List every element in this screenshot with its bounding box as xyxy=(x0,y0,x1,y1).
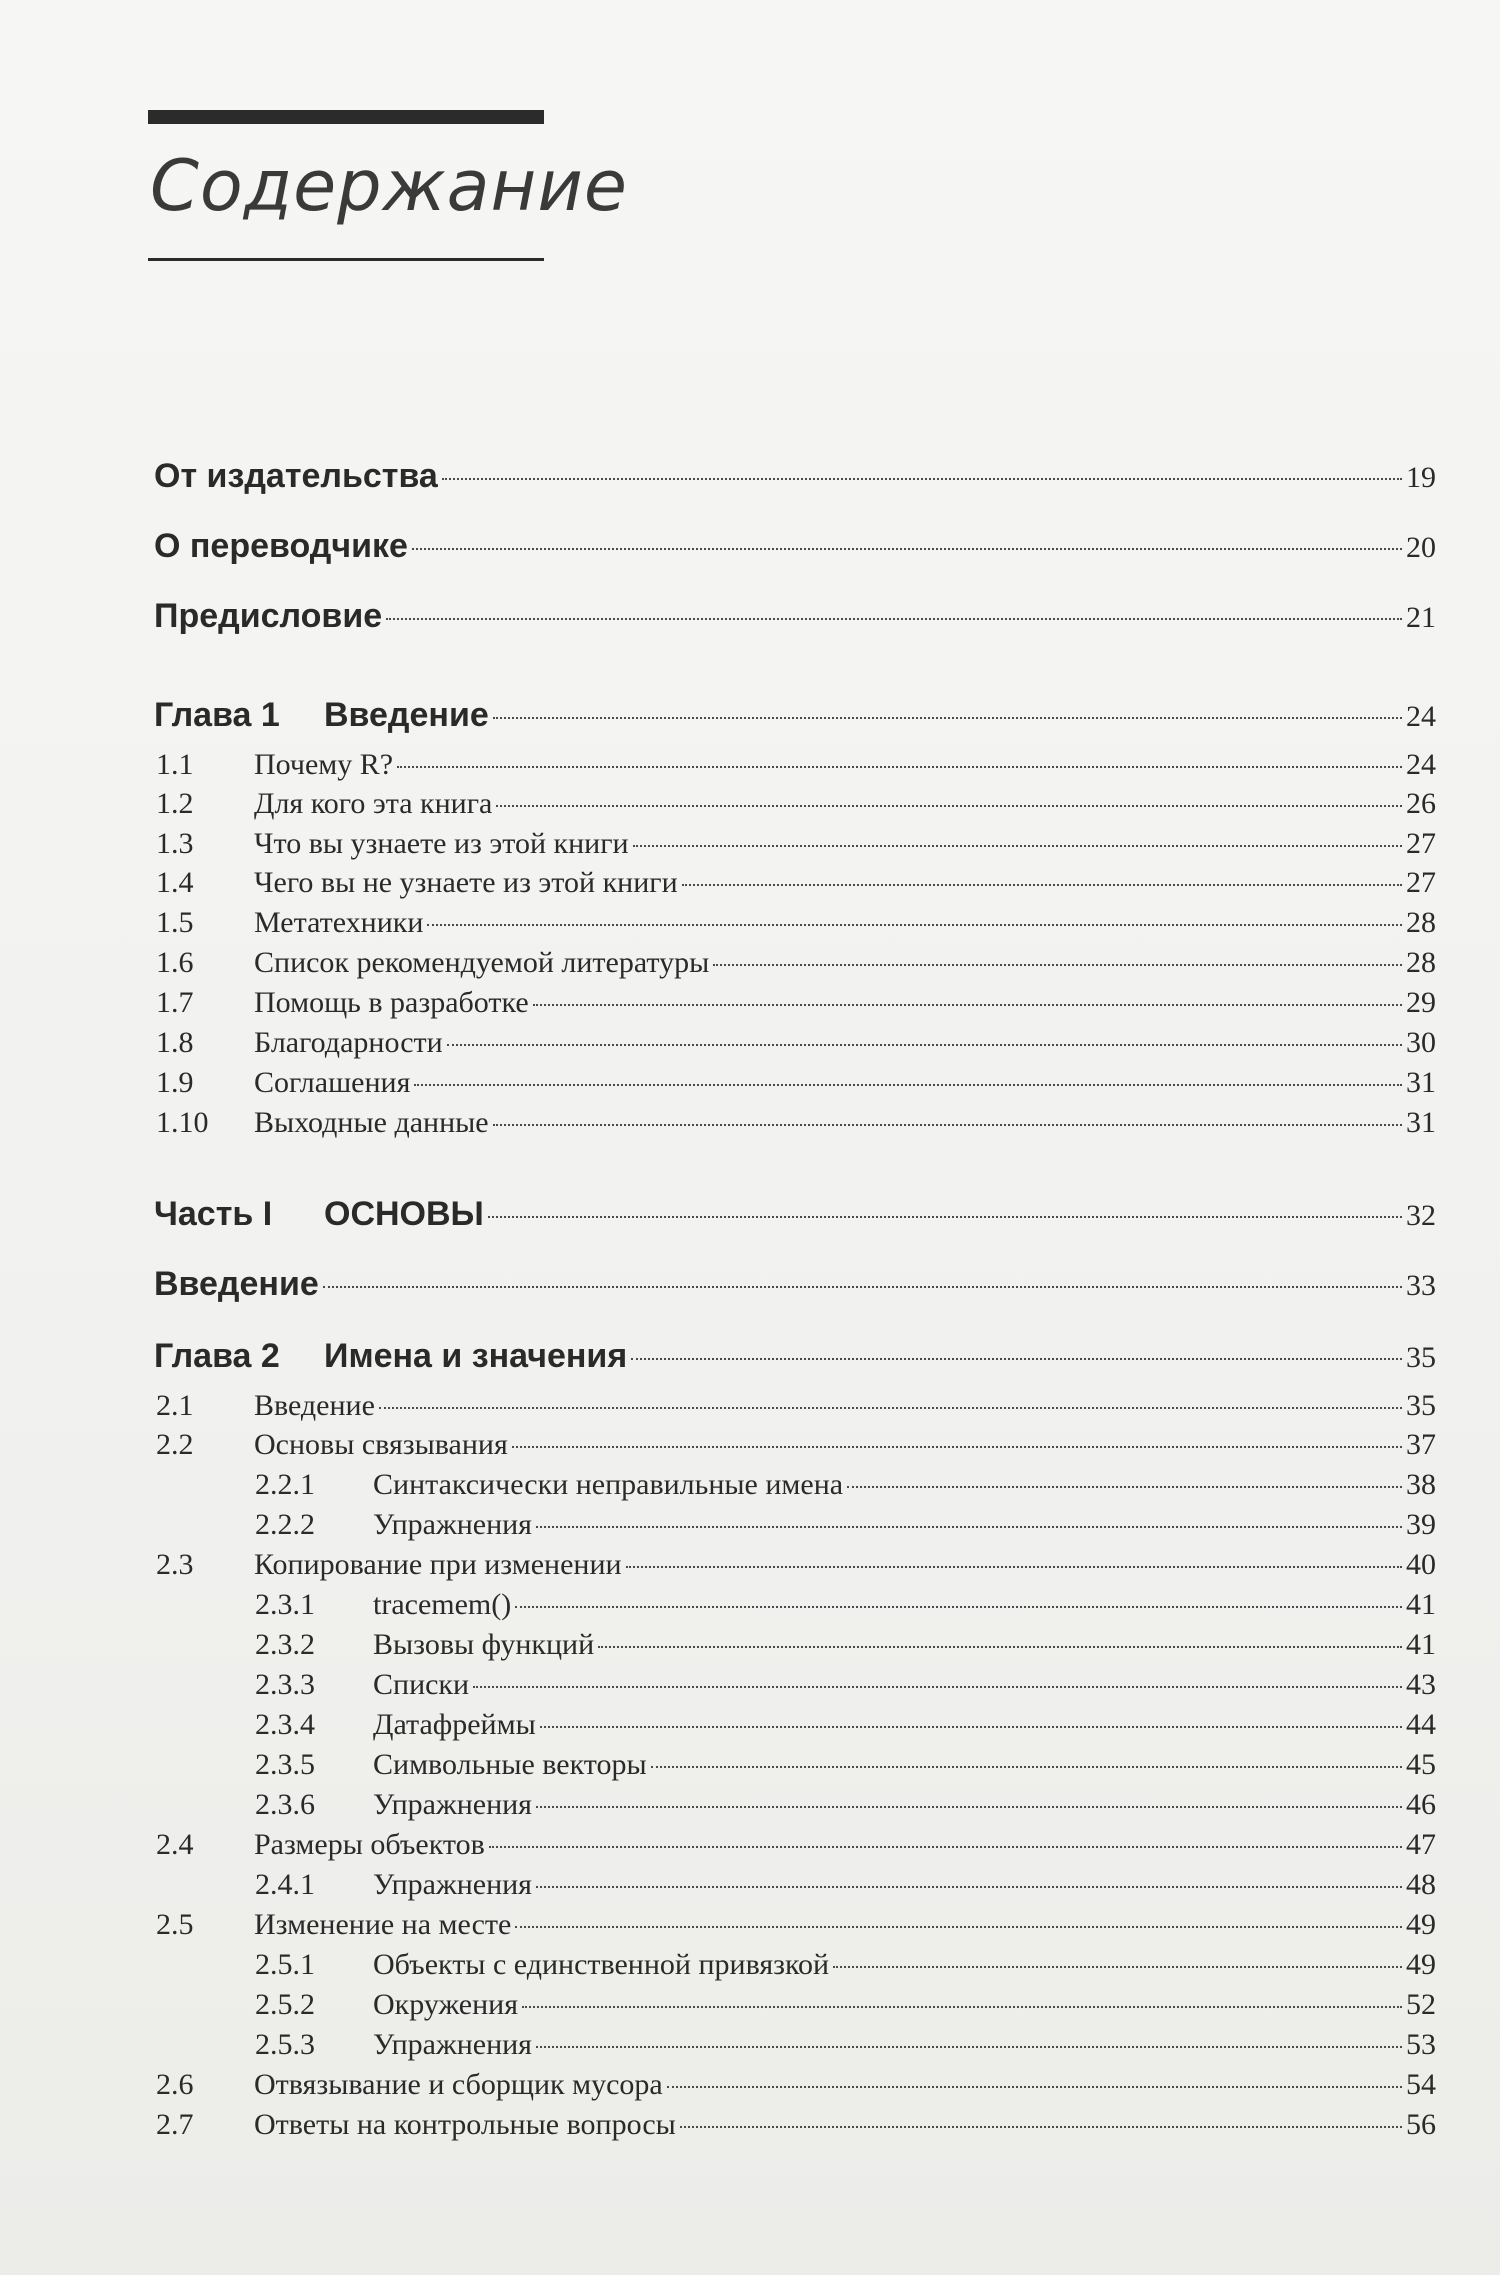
toc-entry-title: Благодарности xyxy=(254,1026,443,1059)
dot-leader xyxy=(493,717,1402,719)
toc-entry-title: Отвязывание и сборщик мусора xyxy=(254,2068,663,2101)
toc-entry-number: 2.3.3 xyxy=(255,1668,315,1701)
toc-entry-page-number: 28 xyxy=(1406,906,1436,939)
toc-entry xyxy=(255,1468,1436,1502)
toc-entry-page-number: 27 xyxy=(1406,827,1436,860)
toc-entry xyxy=(156,906,1436,940)
dot-leader xyxy=(414,1084,1402,1086)
toc-entry-number: 2.7 xyxy=(156,2108,194,2141)
toc-entry-title: Имена и значения xyxy=(324,1337,628,1375)
toc-entry-page-number: 40 xyxy=(1406,1548,1436,1581)
toc-entry-title: Упражнения xyxy=(373,1868,532,1901)
toc-entry-number: 2.2.1 xyxy=(255,1468,315,1501)
toc-entry-number: 2.4 xyxy=(156,1828,194,1861)
toc-entry-title: Окружения xyxy=(373,1988,519,2021)
dot-leader xyxy=(493,1124,1402,1126)
toc-entry-title: Выходные данные xyxy=(254,1106,489,1139)
toc-entry-number: 2.3.5 xyxy=(255,1748,315,1781)
toc-entry xyxy=(156,748,1436,782)
dot-leader xyxy=(631,1358,1402,1360)
dot-leader xyxy=(833,1966,1402,1968)
toc-entry xyxy=(154,597,1436,636)
toc-entry-number: 2.5.3 xyxy=(255,2028,315,2061)
toc-entry-page-number: 32 xyxy=(1406,1199,1436,1232)
toc-entry-title: Для кого эта книга xyxy=(254,787,493,820)
toc-entry-number: 1.7 xyxy=(156,986,194,1019)
toc-entry-page-number: 49 xyxy=(1406,1948,1436,1981)
toc-entry-page-number: 49 xyxy=(1406,1908,1436,1941)
toc-entry-title: tracemem() xyxy=(373,1588,512,1621)
toc-entry xyxy=(255,1508,1436,1542)
dot-leader xyxy=(667,2086,1402,2088)
toc-entry-page-number: 44 xyxy=(1406,1708,1436,1741)
toc-entry xyxy=(154,1337,1436,1376)
toc-entry-title: Упражнения xyxy=(373,1788,532,1821)
dot-leader xyxy=(515,1606,1402,1608)
toc-entry xyxy=(156,2108,1436,2142)
toc-entry-title: ОСНОВЫ xyxy=(324,1195,484,1233)
toc-entry xyxy=(255,1748,1436,1782)
toc-entry-page-number: 45 xyxy=(1406,1748,1436,1781)
toc-entry xyxy=(156,1908,1436,1942)
toc-entry-title: Датафреймы xyxy=(373,1708,536,1741)
toc-entry-number: Глава 1 xyxy=(154,696,280,734)
toc-entry-number: Часть I xyxy=(154,1195,273,1233)
toc-entry-title: Введение xyxy=(154,1265,319,1303)
dot-leader xyxy=(536,1886,1402,1888)
toc-entry-page-number: 47 xyxy=(1406,1828,1436,1861)
toc-entry-title: Упражнения xyxy=(373,1508,532,1541)
toc-entry xyxy=(255,1988,1436,2022)
dot-leader xyxy=(386,618,1402,620)
dot-leader xyxy=(680,2126,1402,2128)
toc-entry-number: 2.5.1 xyxy=(255,1948,315,1981)
toc-entry-title: От издательства xyxy=(154,457,438,495)
toc-entry xyxy=(154,1265,1436,1304)
toc-entry-page-number: 28 xyxy=(1406,946,1436,979)
dot-leader xyxy=(626,1566,1402,1568)
toc-entry-title: Предисловие xyxy=(154,597,383,635)
toc-entry-page-number: 43 xyxy=(1406,1668,1436,1701)
dot-leader xyxy=(536,1806,1402,1808)
toc-entry xyxy=(156,866,1436,900)
dot-leader xyxy=(427,924,1402,926)
toc-entry xyxy=(156,1428,1436,1462)
toc-entry xyxy=(156,1066,1436,1100)
toc-entry xyxy=(255,1588,1436,1622)
toc-entry-title: Список рекомендуемой литературы xyxy=(254,946,710,979)
toc-entry-title: Копирование при изменении xyxy=(254,1548,622,1581)
dot-leader xyxy=(489,1846,1402,1848)
toc-entry-page-number: 54 xyxy=(1406,2068,1436,2101)
dot-leader xyxy=(442,478,1402,480)
toc-entry-page-number: 39 xyxy=(1406,1508,1436,1541)
toc-entry-number: 1.2 xyxy=(156,787,194,820)
toc-entry xyxy=(255,1628,1436,1662)
toc-entry-number: 1.10 xyxy=(156,1106,209,1139)
toc-entry-page-number: 27 xyxy=(1406,866,1436,899)
toc-entry-number: 2.6 xyxy=(156,2068,194,2101)
toc-entry-number: 1.4 xyxy=(156,866,194,899)
toc-entry-number: 1.1 xyxy=(156,748,194,781)
page-title: Содержание xyxy=(150,145,628,227)
toc-entry-page-number: 24 xyxy=(1406,748,1436,781)
toc-entry xyxy=(255,1708,1436,1742)
toc-entry-page-number: 26 xyxy=(1406,787,1436,820)
toc-entry xyxy=(156,827,1436,861)
dot-leader xyxy=(713,964,1402,966)
toc-entry-title: Помощь в разработке xyxy=(254,986,529,1019)
toc-entry-number: 2.2 xyxy=(156,1428,194,1461)
toc-entry-page-number: 21 xyxy=(1406,601,1436,634)
dot-leader xyxy=(847,1486,1402,1488)
toc-entry xyxy=(154,696,1436,735)
toc-entry-page-number: 37 xyxy=(1406,1428,1436,1461)
toc-entry-page-number: 30 xyxy=(1406,1026,1436,1059)
toc-entry xyxy=(255,1788,1436,1822)
toc-entry xyxy=(255,1668,1436,1702)
toc-entry xyxy=(156,1106,1436,1140)
toc-entry-page-number: 19 xyxy=(1406,461,1436,494)
dot-leader xyxy=(540,1726,1402,1728)
toc-entry-page-number: 29 xyxy=(1406,986,1436,1019)
dot-leader xyxy=(379,1407,1402,1409)
toc-entry-page-number: 20 xyxy=(1406,531,1436,564)
toc-entry-title: Метатехники xyxy=(254,906,424,939)
toc-entry-number: 2.3.2 xyxy=(255,1628,315,1661)
toc-entry-title: Чего вы не узнаете из этой книги xyxy=(254,866,678,899)
dot-leader xyxy=(515,1926,1402,1928)
toc-entry-page-number: 38 xyxy=(1406,1468,1436,1501)
toc-entry-page-number: 31 xyxy=(1406,1106,1436,1139)
toc-entry-page-number: 24 xyxy=(1406,700,1436,733)
toc-entry xyxy=(255,1948,1436,1982)
toc-entry-page-number: 52 xyxy=(1406,1988,1436,2021)
toc-entry-number: 2.5 xyxy=(156,1908,194,1941)
toc-entry-page-number: 41 xyxy=(1406,1628,1436,1661)
dot-leader xyxy=(651,1766,1402,1768)
toc-entry-title: О переводчике xyxy=(154,527,408,565)
toc-entry-page-number: 46 xyxy=(1406,1788,1436,1821)
toc-entry-page-number: 33 xyxy=(1406,1269,1436,1302)
dot-leader xyxy=(496,805,1402,807)
dot-leader xyxy=(323,1286,1402,1288)
dot-leader xyxy=(598,1646,1402,1648)
toc-entry-number: 2.1 xyxy=(156,1389,194,1422)
toc-entry-page-number: 53 xyxy=(1406,2028,1436,2061)
toc-entry xyxy=(255,1868,1436,1902)
toc-entry-title: Объекты с единственной привязкой xyxy=(373,1948,830,1981)
toc-entry xyxy=(156,1026,1436,1060)
toc-entry-title: Символьные векторы xyxy=(373,1748,647,1781)
toc-entry-title: Что вы узнаете из этой книги xyxy=(254,827,629,860)
toc-entry-title: Вызовы функций xyxy=(373,1628,595,1661)
dot-leader xyxy=(397,766,1402,768)
toc-entry xyxy=(156,2068,1436,2102)
dot-leader xyxy=(447,1044,1402,1046)
toc-entry-title: Размеры объектов xyxy=(254,1828,485,1861)
toc-entry xyxy=(255,2028,1436,2062)
toc-entry-number: 2.3.1 xyxy=(255,1588,315,1621)
toc-entry-number: 2.3 xyxy=(156,1548,194,1581)
toc-entry-title: Введение xyxy=(324,696,489,734)
toc-entry-title: Ответы на контрольные вопросы xyxy=(254,2108,676,2141)
toc-entry-number: 1.9 xyxy=(156,1066,194,1099)
toc-entry-number: 2.3.6 xyxy=(255,1788,315,1821)
toc-entry-number: 1.6 xyxy=(156,946,194,979)
dot-leader xyxy=(473,1686,1402,1688)
dot-leader xyxy=(512,1446,1402,1448)
toc-entry-title: Упражнения xyxy=(373,2028,532,2061)
toc-entry-number: 2.3.4 xyxy=(255,1708,315,1741)
toc-entry-number: Глава 2 xyxy=(154,1337,280,1375)
toc-entry-title: Почему R? xyxy=(254,748,394,781)
dot-leader xyxy=(412,548,1402,550)
toc-entry-number: 2.4.1 xyxy=(255,1868,315,1901)
toc-entry-title: Соглашения xyxy=(254,1066,411,1099)
toc-entry xyxy=(154,527,1436,566)
toc-entry xyxy=(156,787,1436,821)
toc-entry-number: 1.5 xyxy=(156,906,194,939)
dot-leader xyxy=(522,2006,1402,2008)
toc-entry xyxy=(156,946,1436,980)
toc-entry xyxy=(156,986,1436,1020)
toc-entry-number: 2.5.2 xyxy=(255,1988,315,2021)
dot-leader xyxy=(633,845,1402,847)
toc-entry-title: Списки xyxy=(373,1668,470,1701)
toc-entry-page-number: 35 xyxy=(1406,1389,1436,1422)
dot-leader xyxy=(536,1526,1402,1528)
toc-entry xyxy=(156,1828,1436,1862)
toc-entry-title: Основы связывания xyxy=(254,1428,508,1461)
toc-entry-page-number: 48 xyxy=(1406,1868,1436,1901)
toc-entry xyxy=(156,1548,1436,1582)
toc-entry-number: 1.8 xyxy=(156,1026,194,1059)
toc-entry-number: 1.3 xyxy=(156,827,194,860)
toc-entry-page-number: 41 xyxy=(1406,1588,1436,1621)
toc-entry-page-number: 35 xyxy=(1406,1341,1436,1374)
toc-entry xyxy=(154,457,1436,496)
toc-entry xyxy=(154,1195,1436,1234)
dot-leader xyxy=(682,884,1402,886)
dot-leader xyxy=(536,2046,1402,2048)
toc-entry-title: Введение xyxy=(254,1389,375,1422)
toc-entry-number: 2.2.2 xyxy=(255,1508,315,1541)
toc-entry-title: Синтаксически неправильные имена xyxy=(373,1468,844,1501)
dot-leader xyxy=(488,1216,1402,1218)
toc-entry-page-number: 31 xyxy=(1406,1066,1436,1099)
toc-entry xyxy=(156,1389,1436,1423)
dot-leader xyxy=(533,1004,1402,1006)
toc-entry-title: Изменение на месте xyxy=(254,1908,512,1941)
toc-entry-page-number: 56 xyxy=(1406,2108,1436,2141)
